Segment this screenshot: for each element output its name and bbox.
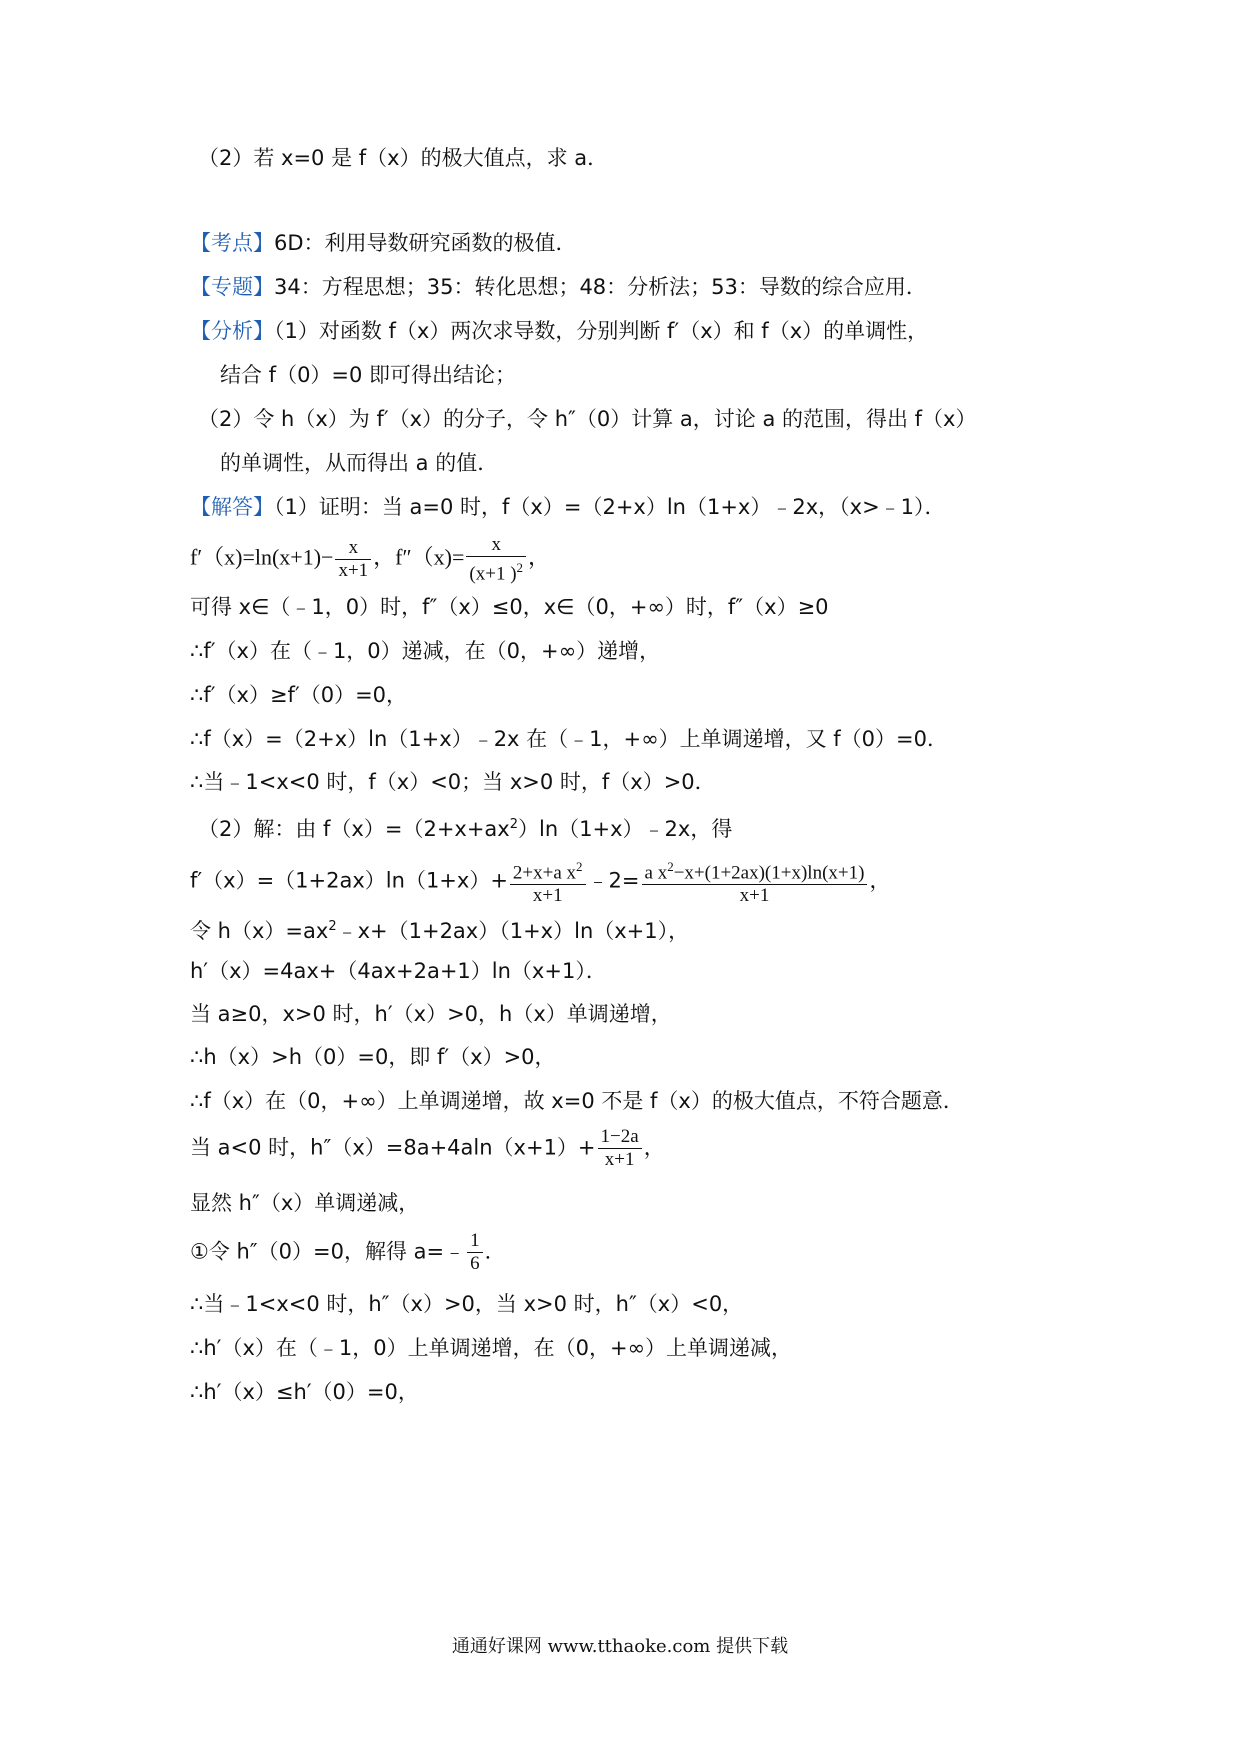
solution-line-8: h′（x）=4ax+（4ax+2a+1）ln（x+1）． (190, 959, 607, 983)
solution-line-1: 可得 x∈（﹣1，0）时，f″（x）≤0，x∈（0，+∞）时，f″（x）≥0 (190, 595, 829, 619)
solution-line-2: ∴f′（x）在（﹣1，0）递减，在（0，+∞）递增， (190, 639, 661, 663)
formula-text: ， (528, 544, 551, 570)
solution-line-14 (190, 1230, 506, 1275)
fenxi-line-1 (190, 316, 928, 346)
line-text: ）ln（1+x）﹣2x，得 (518, 817, 733, 841)
denominator: x+1 (604, 1149, 635, 1170)
fenxi-tag: 【分析】 (190, 319, 274, 343)
denominator-base: (x+1 ) (469, 563, 517, 585)
zhuanti-tag: 【专题】 (190, 275, 274, 299)
fenxi-line-4: 的单调性，从而得出 a 的值． (220, 451, 499, 475)
jieda-text: （1）证明：当 a=0 时，f（x）=（2+x）ln（1+x）﹣2x，（x>﹣1）． (274, 495, 946, 519)
numerator-part: −x+(1+2ax)(1+x)ln(x+1) (673, 862, 865, 884)
fraction (466, 534, 526, 585)
denominator: x+1 (338, 560, 369, 582)
formula-text: ﹣2= (587, 868, 640, 893)
fenxi-text-1: （1）对函数 f（x）两次求导数，分别判断 f′（x）和 f（x）的单调性， (274, 319, 929, 343)
formula-text: f′（x)=ln(x+1)− (190, 544, 334, 570)
numerator (642, 856, 868, 885)
numerator (510, 856, 586, 885)
formula-text: ， (869, 868, 891, 893)
solution-line-16: ∴h′（x）在（﹣1，0）上单调递增，在（0，+∞）上单调递减， (190, 1336, 793, 1360)
line-text: ﹣x+（1+2ax）（1+x）ln（x+1）， (336, 919, 690, 943)
derivative-formula-1 (190, 534, 550, 585)
exponent: 2 (576, 859, 583, 874)
fraction (642, 856, 868, 907)
solution-line-11: ∴f（x）在（0，+∞）上单调递增，故 x=0 不是 f（x）的极大值点，不符合题意． (190, 1089, 964, 1113)
exponent: 2 (516, 560, 524, 575)
fenxi-line-3: （2）令 h（x）为 f′（x）的分子，令 h″（0）计算 a，讨论 a 的范围，得出 f（x） (198, 407, 977, 431)
fraction (510, 856, 586, 907)
kaodian-tag: 【考点】 (190, 231, 274, 255)
jieda-tag: 【解答】 (190, 495, 274, 519)
formula-text: f′（x）=（1+2ax）ln（1+x）+ (190, 868, 508, 893)
exponent: 2 (328, 919, 337, 934)
zhuanti-line (190, 272, 927, 302)
line-text: 当 a<0 时，h″（x）=8a+4aln（x+1）+ (190, 1135, 596, 1160)
solution-line-12 (190, 1126, 665, 1171)
fraction (335, 537, 371, 582)
formula-text: ，f″（x)= (373, 544, 465, 570)
line-text: （2）解：由 f（x）=（2+x+ax (198, 817, 510, 841)
exponent: 2 (667, 859, 674, 874)
kaodian-text: 6D：利用导数研究函数的极值． (274, 231, 577, 255)
solution-line-9: 当 a≥0，x>0 时，h′（x）>0，h（x）单调递增， (190, 1002, 672, 1026)
line-text: ①令 h″（0）=0，解得 a=﹣ (190, 1239, 466, 1264)
solution-line-5: ∴当﹣1<x<0 时，f（x）<0；当 x>0 时，f（x）>0． (190, 770, 716, 794)
line-text: 令 h（x）=ax (190, 919, 329, 943)
numerator-base: 2+x+a x (512, 862, 577, 884)
line-text: ， (643, 1135, 665, 1160)
fraction (467, 1230, 483, 1275)
jieda-line (190, 492, 946, 522)
denominator: x+1 (739, 885, 770, 907)
denominator (466, 557, 526, 585)
denominator: 6 (470, 1253, 480, 1274)
solution-line-15: ∴当﹣1<x<0 时，h″（x）>0，当 x>0 时，h″（x）<0， (190, 1292, 744, 1316)
solution-line-7 (190, 912, 689, 946)
numerator: x (466, 534, 526, 557)
solution-line-6 (198, 810, 732, 844)
solution-line-4: ∴f（x）=（2+x）ln（1+x）﹣2x 在（﹣1，+∞）上单调递增，又 f（0）=0． (190, 727, 948, 751)
solution-line-3: ∴f′（x）≥f′（0）=0， (190, 683, 408, 707)
solution-line-13: 显然 h″（x）单调递减， (190, 1191, 420, 1215)
exponent: 2 (509, 817, 519, 832)
numerator-part: a x (644, 862, 668, 884)
solution-line-17: ∴h′（x）≤h′（0）=0， (190, 1380, 419, 1404)
zhuanti-text: 34：方程思想；35：转化思想；48：分析法；53：导数的综合应用． (274, 275, 927, 299)
solution-line-10: ∴h（x）>h（0）=0，即 f′（x）>0， (190, 1045, 556, 1069)
line-text: ． (484, 1239, 506, 1264)
numerator: x (335, 537, 371, 560)
kaodian-line (190, 228, 577, 258)
page-footer: 通通好课网 www.tthaoke.com 提供下载 (451, 1636, 789, 1657)
question-part2: （2）若 x=0 是 f（x）的极大值点，求 a． (198, 146, 609, 170)
fraction (598, 1126, 642, 1171)
derivative-formula-2 (190, 856, 890, 907)
denominator: x+1 (532, 885, 563, 907)
numerator: 1 (467, 1230, 483, 1253)
numerator: 1−2a (598, 1126, 642, 1149)
fenxi-line-2: 结合 f（0）=0 即可得出结论； (220, 363, 517, 387)
